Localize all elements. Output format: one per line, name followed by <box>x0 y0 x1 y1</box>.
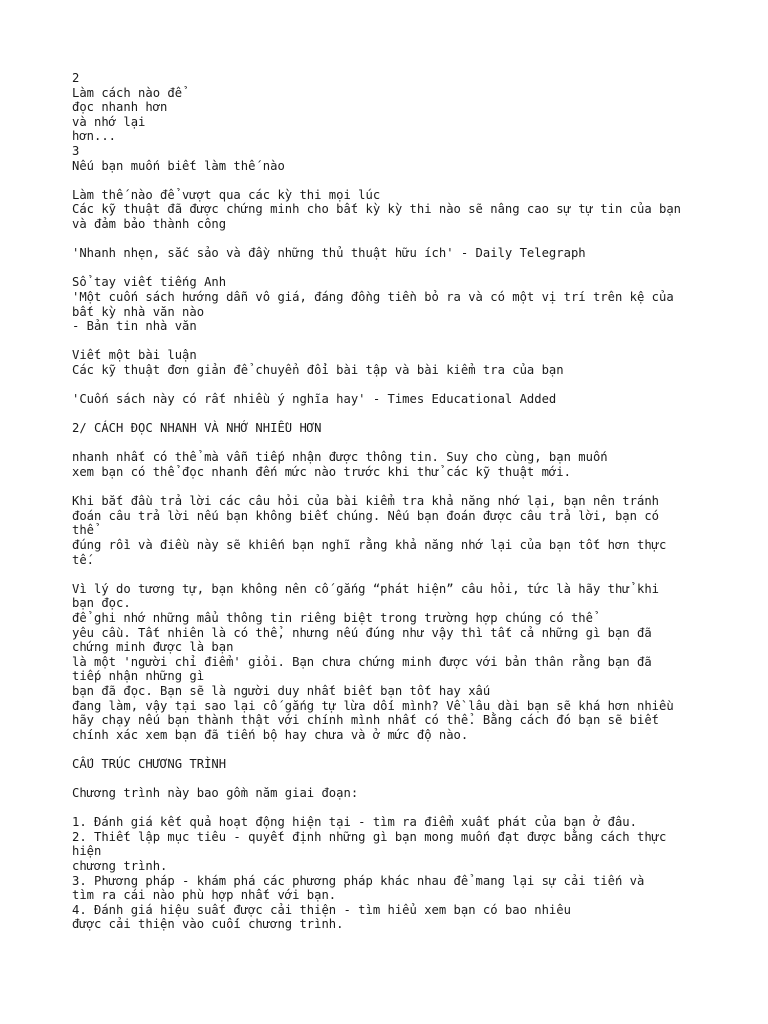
paragraph <box>72 786 712 801</box>
text-line: hãy chạy nếu bạn thành thật với chính mình nhất có thể. Bằng cách đó bạn sẽ biết <box>72 713 659 728</box>
paragraph <box>72 450 712 479</box>
text-line: bất kỳ nhà văn nào <box>72 304 205 319</box>
text-line: chứng minh được là bạn <box>72 640 234 655</box>
text-line: đọc nhanh hơn <box>72 100 168 115</box>
text-line: Các kỹ thuật đã được chứng minh cho bất kỳ kỳ thi nào sẽ nâng cao sự tự tin của bạn <box>72 202 682 217</box>
text-line: Vì lý do tương tự, bạn không nên cố gắng “phát hiện” câu hỏi, tức là hãy thử khi <box>72 581 659 596</box>
text-line: Các kỹ thuật đơn giản để chuyển đổi bài tập và bài kiểm tra của bạn <box>72 362 564 377</box>
text-line: tìm ra cái nào phù hợp nhất với bạn. <box>72 888 337 903</box>
document-body <box>72 71 712 947</box>
text-line: 4. Đánh giá hiệu suất được cải thiện - tìm hiểu xem bạn có bao nhiêu <box>72 902 571 917</box>
text-line: 1. Đánh giá kết quả hoạt động hiện tại - tìm ra điểm xuất phát của bạn ở đâu. <box>72 815 637 830</box>
paragraph <box>72 71 712 173</box>
text-line: để ghi nhớ những mẩu thông tin riêng biệt trong trường hợp chúng có thể <box>72 610 593 625</box>
text-line: 'Một cuốn sách hướng dẫn vô giá, đáng đồng tiền bỏ ra và có một vị trí trên kệ của <box>72 289 674 304</box>
text-line: 3 <box>72 143 80 158</box>
text-line: 2. Thiết lập mục tiêu - quyết định những gì bạn mong muốn đạt được bằng cách thực <box>72 829 667 844</box>
text-line: Sổ tay viết tiếng Anh <box>72 275 227 290</box>
text-line: yêu cầu. Tất nhiên là có thể, nhưng nếu đúng như vậy thì tất cả những gì bạn đã <box>72 625 652 640</box>
paragraph <box>72 815 712 932</box>
text-line: 2/ CÁCH ĐỌC NHANH VÀ NHỚ NHIỀU HƠN <box>72 421 322 436</box>
text-line: Làm cách nào để <box>72 85 183 100</box>
text-line: 'Nhanh nhẹn, sắc sảo và đầy những thủ thuật hữu ích' - Daily Telegraph <box>72 246 586 261</box>
text-line: 2 <box>72 71 80 85</box>
paragraph <box>72 494 712 567</box>
text-line: bạn đã đọc. Bạn sẽ là người duy nhất biết bạn tốt hay xấu <box>72 683 491 698</box>
text-line: hiện <box>72 844 102 859</box>
paragraph <box>72 246 712 261</box>
paragraph <box>72 582 712 743</box>
text-line: thể <box>72 523 95 538</box>
text-line: và nhớ lại <box>72 114 146 129</box>
text-line: xem bạn có thể đọc nhanh đến mức nào trước khi thử các kỹ thuật mới. <box>72 465 571 480</box>
text-line: Làm thế nào để vượt qua các kỳ thi mọi lúc <box>72 187 381 202</box>
text-line: Viết một bài luận <box>72 348 197 363</box>
text-line: tiếp nhận những gì <box>72 669 205 684</box>
text-line: Khi bắt đầu trả lời các câu hỏi của bài kiểm tra khả năng nhớ lại, bạn nên tránh <box>72 494 659 509</box>
text-line: tế. <box>72 552 95 567</box>
paragraph <box>72 275 712 333</box>
text-line: 'Cuốn sách này có rất nhiều ý nghĩa hay' - Times Educational Added <box>72 392 557 407</box>
text-line: Nếu bạn muốn biết làm thế nào <box>72 158 285 173</box>
text-line: đoán câu trả lời nếu bạn không biết chúng. Nếu bạn đoán được câu trả lời, bạn có <box>72 508 659 523</box>
paragraph <box>72 757 712 772</box>
text-line: được cải thiện vào cuối chương trình. <box>72 917 344 932</box>
text-line: đúng rồi và điều này sẽ khiến bạn nghĩ rằng khả năng nhớ lại của bạn tốt hơn thực <box>72 538 667 552</box>
paragraph <box>72 421 712 436</box>
text-line: đang làm, vậy tại sao lại cố gắng tự lừa dối mình? Về lâu dài bạn sẽ khá hơn nhiều <box>72 698 674 713</box>
text-line: hơn... <box>72 129 117 144</box>
text-line: chính xác xem bạn đã tiến bộ hay chưa và ở mức độ nào. <box>72 727 469 742</box>
text-line: - Bản tin nhà văn <box>72 319 197 334</box>
text-line: nhanh nhất có thể mà vẫn tiếp nhận được thông tin. Suy cho cùng, bạn muốn <box>72 450 608 465</box>
paragraph <box>72 188 712 232</box>
text-line: chương trình. <box>72 859 168 874</box>
text-line: 3. Phương pháp - khám phá các phương pháp khác nhau để mang lại sự cải tiến và <box>72 873 645 888</box>
text-line: là một 'người chỉ điểm' giỏi. Bạn chưa chứng minh được với bản thân rằng bạn đã <box>72 654 652 669</box>
text-line: Chương trình này bao gồm năm giai đoạn: <box>72 786 359 801</box>
paragraph <box>72 392 712 407</box>
text-line: và đảm bảo thành công <box>72 216 227 231</box>
text-line: bạn đọc. <box>72 596 131 611</box>
paragraph <box>72 348 712 377</box>
text-line: CẤU TRÚC CHƯƠNG TRÌNH <box>72 756 227 771</box>
